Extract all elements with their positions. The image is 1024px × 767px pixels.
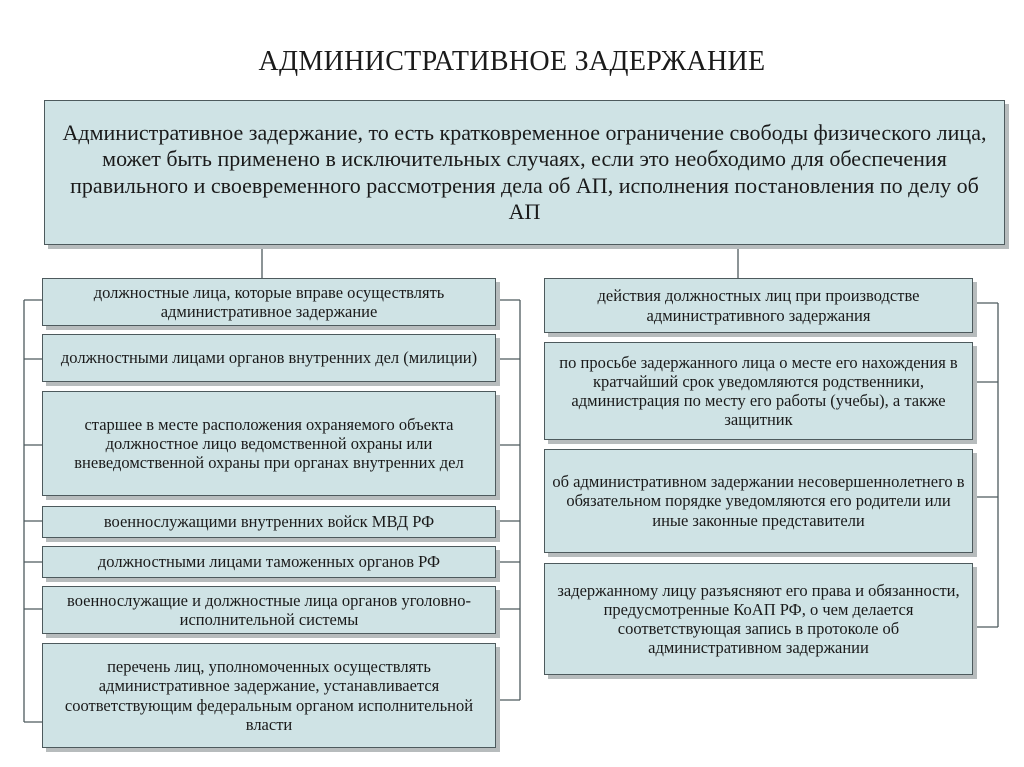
- left-item-box: [42, 586, 496, 634]
- left-item-box: [42, 643, 496, 748]
- right-item-text: по просьбе задержанного лица о месте его нахождения в кратчайший срок уведомляются родственники, администрация по месту его работы (учебы), а также защитник: [559, 352, 958, 430]
- right-item-box: [544, 449, 973, 553]
- left-header-text: должностные лица, которые вправе осуществлять административное задержание: [93, 282, 445, 321]
- left-item-text: должностными лицами таможенных органов РФ: [97, 552, 441, 572]
- right-item-box: [544, 342, 973, 440]
- left-item-text: перечень лиц, уполномоченных осуществлять административное задержание, устанавливается соответствующим федеральным органом исполнительной власти: [64, 657, 474, 734]
- left-item-box: [42, 334, 496, 382]
- left-header-box: [42, 278, 496, 326]
- left-item-box: [42, 506, 496, 538]
- right-item-box: [544, 563, 973, 675]
- definition-box: [44, 100, 1005, 245]
- page-title: АДМИНИСТРАТИВНОЕ ЗАДЕРЖАНИЕ: [258, 46, 766, 77]
- left-item-text: должностными лицами органов внутренних дел (милиции): [60, 348, 478, 368]
- right-item-text: задержанному лицу разъясняют его права и обязанности, предусмотренные КоАП РФ, о чем делается соответствующая запись в протоколе об административном задержании: [557, 580, 960, 658]
- definition-text: Административное задержание, то есть кратковременное ограничение свободы физического лица, может быть применено в исключительных случаях, если это необходимо для обеспечения правильного и своевременного рассмотрения дела об АП, исполнения постановления по делу об АП: [62, 119, 987, 224]
- left-item-box: [42, 391, 496, 496]
- right-item-text: об административном задержании несовершеннолетнего в обязательном порядке уведомляются его родители или иные законные представители: [552, 472, 965, 530]
- left-item-text: военнослужащие и должностные лица органов уголовно-исполнительной системы: [67, 590, 471, 629]
- left-item-text: военнослужащими внутренних войск МВД РФ: [103, 512, 435, 532]
- left-item-text: старшее в месте расположения охраняемого объекта должностное лицо ведомственной охраны или вневедомственной охраны при органах внутренних дел: [74, 414, 464, 473]
- right-header-box: [544, 278, 973, 333]
- left-item-box: [42, 546, 496, 578]
- right-header-text: действия должностных лиц при производстве административного задержания: [597, 286, 920, 325]
